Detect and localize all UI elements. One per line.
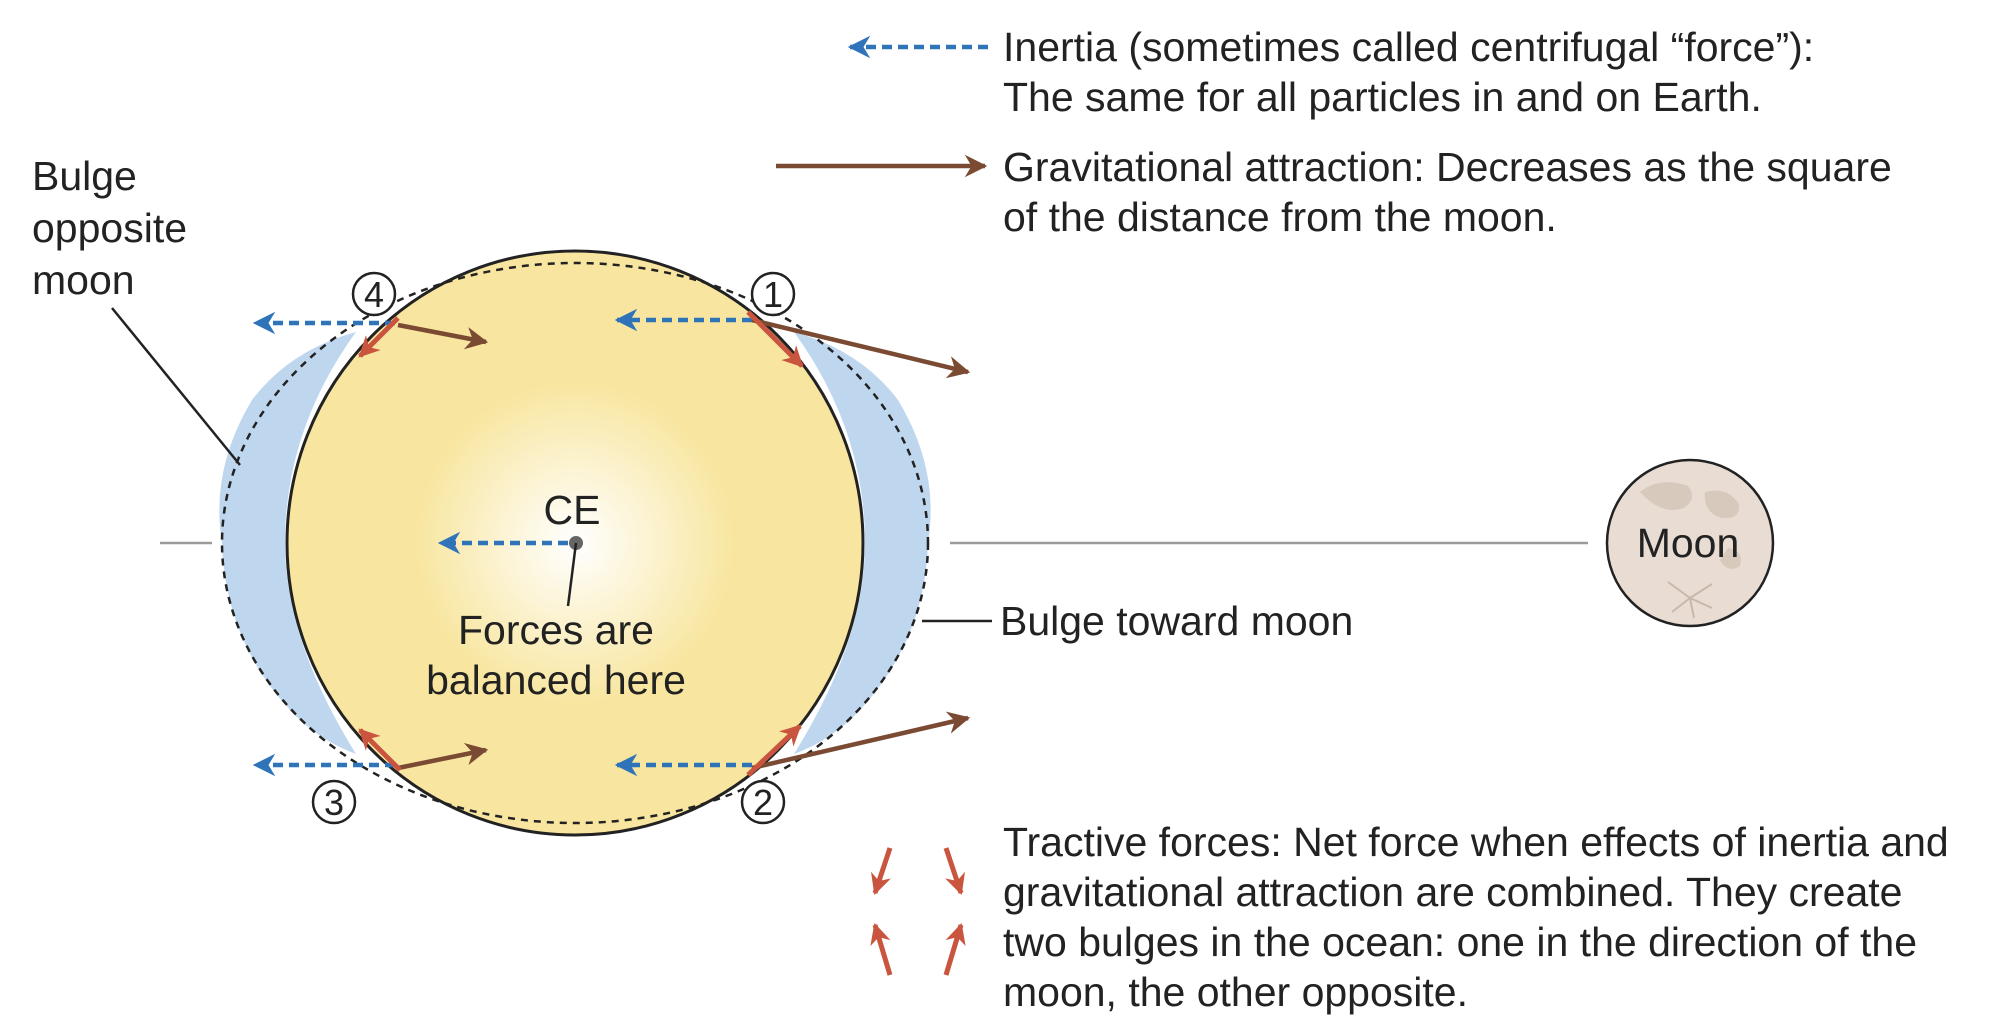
- legend-tractive: [875, 819, 1949, 1015]
- bulge-opposite-pointer: [112, 308, 240, 465]
- legend-tractive-line1: Tractive forces: Net force when effects of inertia and: [1003, 819, 1949, 865]
- bulge-opposite-label-line2: opposite: [32, 205, 188, 251]
- legend-gravity-line2: of the distance from the moon.: [1003, 194, 1557, 240]
- legend-tractive-line4: moon, the other opposite.: [1003, 969, 1468, 1015]
- balanced-label-line1: Forces are: [458, 607, 654, 653]
- point-marker-1: [752, 273, 794, 315]
- legend-inertia: [850, 24, 1814, 120]
- bulge-opposite-label-line1: Bulge: [32, 153, 137, 199]
- balanced-label-line2: balanced here: [426, 657, 686, 703]
- svg-text:4: 4: [363, 274, 385, 315]
- legend-gravity: [776, 144, 1892, 240]
- legend-inertia-line1: Inertia (sometimes called centrifugal “force”):: [1003, 24, 1815, 70]
- svg-text:2: 2: [752, 782, 774, 823]
- svg-text:1: 1: [762, 274, 784, 315]
- legend-gravity-line1: Gravitational attraction: Decreases as the square: [1003, 144, 1892, 190]
- moon-label: Moon: [1636, 520, 1740, 566]
- bulge-toward-label: Bulge toward moon: [1000, 598, 1354, 644]
- point-marker-3: [313, 781, 355, 823]
- legend-inertia-line2: The same for all particles in and on Earth.: [1003, 74, 1762, 120]
- svg-text:3: 3: [323, 782, 345, 823]
- bulge-opposite-label-line3: moon: [32, 257, 135, 303]
- legend-tractive-arrows: [875, 848, 961, 975]
- point-marker-2: [742, 781, 784, 823]
- center-label: CE: [543, 487, 601, 533]
- point-marker-4: [353, 273, 395, 315]
- legend-tractive-line3: two bulges in the ocean: one in the direction of the: [1003, 919, 1918, 965]
- legend-tractive-line2: gravitational attraction are combined. They create: [1003, 869, 1903, 915]
- moon: [1607, 460, 1773, 626]
